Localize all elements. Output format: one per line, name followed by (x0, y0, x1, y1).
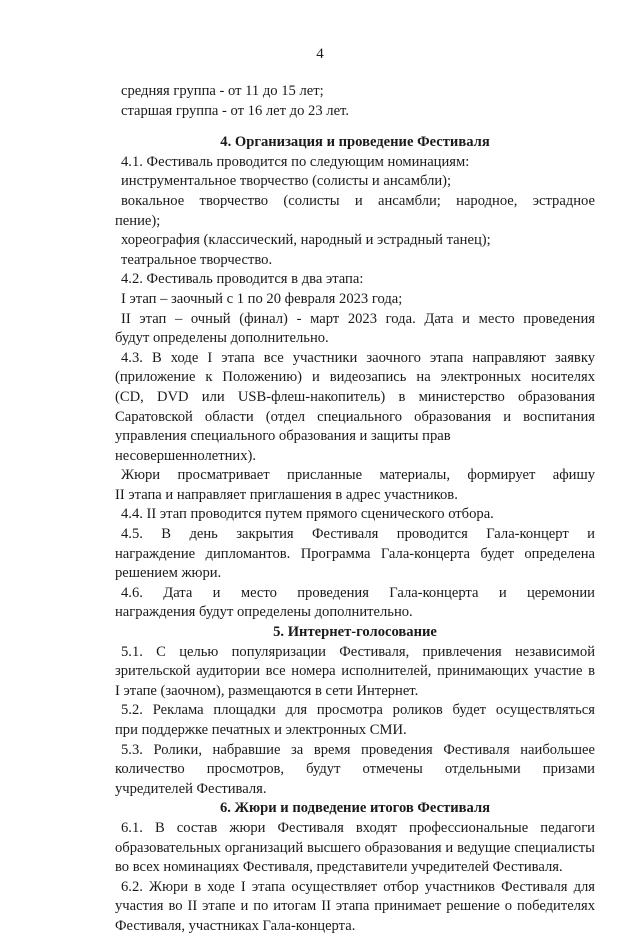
paragraph-5-2: 5.2. Реклама площадки для просмотра роликов будет осуществляться (121, 702, 595, 719)
paragraph-6-2-line2: участия во II этапе и по итогам II этапа принимает решение о победителях (115, 898, 595, 915)
paragraph-5-2-line2: при поддержке печатных и электронных СМИ. (115, 722, 407, 738)
paragraph-4-5-line3: решением жюри. (115, 565, 222, 582)
paragraph-jury: Жюри просматривает присланные материалы, формирует афишу (121, 467, 595, 484)
age-group-senior: старшая группа - от 16 лет до 23 лет. (121, 102, 349, 119)
paragraph-6-1: 6.1. В состав жюри Фестиваля входят профессиональные педагоги (121, 819, 595, 836)
section-5-heading: 5. Интернет-голосование (273, 624, 437, 641)
stage-2-cont: будут определены дополнительно. (115, 330, 329, 347)
paragraph-5-1-line3: I этапе (заочном), размещаются в сети Интернет. (115, 682, 419, 699)
paragraph-4-5: 4.5. В день закрытия Фестиваля проводится Гала-концерт и (121, 526, 595, 543)
paragraph-4-4: 4.4. II этап проводится путем прямого сценического отбора. (121, 506, 494, 523)
paragraph-5-3: 5.3. Ролики, набравшие за время проведения Фестиваля наибольшее (121, 741, 595, 758)
nomination-theatre: театральное творчество. (121, 251, 273, 268)
paragraph-4-3-line4: Саратовской области (отдел специального образования и воспитания (115, 408, 595, 425)
section-6-heading: 6. Жюри и подведение итогов Фестиваля (219, 800, 491, 817)
stage-2: II этап – очный (финал) - март 2023 года. Дата и место проведения (121, 310, 595, 327)
paragraph-4-3-line5: управления специального образования и защиты прав несовершеннолетних). (115, 428, 451, 464)
paragraph-6-2-line3: Фестиваля, участниках Гала-концерта. (115, 917, 356, 934)
page-number: 4 (316, 46, 324, 62)
nomination-choreography: хореография (классический, народный и эстрадный танец); (121, 232, 491, 249)
paragraph-4-5-line2: награждение дипломантов. Программа Гала-концерта будет определена (115, 545, 595, 562)
document-body (115, 82, 595, 937)
paragraph-4-6: 4.6. Дата и место проведения Гала-концерта и церемонии (121, 584, 595, 601)
paragraph-6-1-line3: во всех номинациях Фестиваля, представители учредителей Фестиваля. (115, 859, 563, 876)
paragraph-6-1-line2: образовательных организаций высшего образования и ведущие специалисты (115, 839, 595, 856)
paragraph-jury-line2: II этапа и направляет приглашения в адрес участников. (115, 486, 458, 503)
nomination-instrumental: инструментальное творчество (солисты и ансамбли); (121, 173, 452, 190)
paragraph-4-3: 4.3. В ходе I этапа все участники заочного этапа направляют заявку (121, 349, 595, 366)
section-4-heading: 4. Организация и проведение Фестиваля (220, 134, 490, 151)
stage-1: I этап – заочный с 1 по 20 февраля 2023 года; (121, 290, 403, 307)
paragraph-4-1: 4.1. Фестиваль проводится по следующим номинациям: (121, 153, 470, 170)
paragraph-5-1: 5.1. С целью популяризации Фестиваля, привлечения независимой (121, 643, 595, 660)
paragraph-4-3-line2: (приложение к Положению) и видеозапись на электронных носителях (115, 369, 595, 386)
paragraph-5-3-line2: количество просмотров, будут отмечены отдельными призами (115, 761, 595, 778)
paragraph-4-6-line2: награждения будут определены дополнительно. (115, 604, 413, 621)
age-group-middle: средняя группа - от 11 до 15 лет; (121, 83, 324, 99)
nomination-vocal: вокальное творчество (солисты и ансамбли; народное, эстрадное (121, 192, 595, 209)
paragraph-4-3-line3: (CD, DVD или USB-флеш-накопитель) в министерство образования (115, 388, 595, 405)
paragraph-5-1-line2: зрительской аудитории все номера исполнителей, принимающих участие в (115, 663, 595, 680)
paragraph-6-2: 6.2. Жюри в ходе I этапа осуществляет отбор участников Фестиваля для (121, 878, 595, 895)
paragraph-5-3-line3: учредителей Фестиваля. (115, 780, 267, 797)
nomination-vocal-cont: пение); (115, 212, 161, 229)
paragraph-4-2: 4.2. Фестиваль проводится в два этапа: (121, 271, 364, 288)
